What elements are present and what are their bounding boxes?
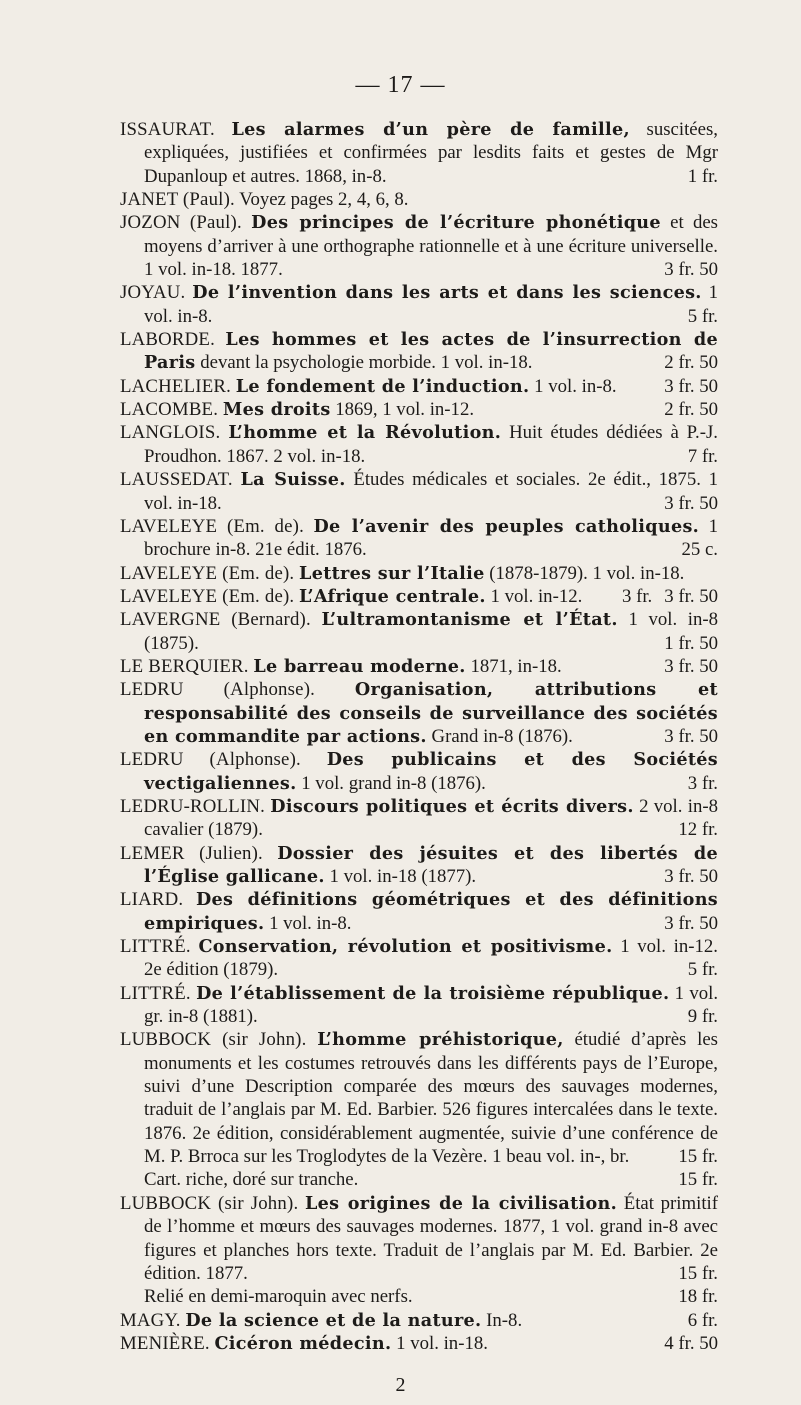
catalog-entry xyxy=(120,1332,718,1355)
entry-title: Lettres sur l’Italie xyxy=(299,562,485,584)
entry-price: 15 fr. xyxy=(678,1146,718,1168)
catalog-entry xyxy=(120,328,718,375)
entry-title: Le barreau moderne. xyxy=(253,655,466,677)
entry-price: 7 fr. xyxy=(687,445,718,467)
catalog-list xyxy=(120,118,718,1355)
catalog-entry xyxy=(120,188,718,211)
entry-details: 1 vol. in-8. xyxy=(534,375,617,397)
entry-author: LAVELEYE (Em. de). xyxy=(120,515,304,537)
entry-price: 3 fr. xyxy=(687,772,718,794)
entry-title: La Suisse. xyxy=(240,469,346,491)
entry-details: 2 vol. in-8 cavalier (1879). xyxy=(144,795,718,841)
entry-details: devant la psychologie morbide. 1 vol. in-18. xyxy=(200,352,533,374)
entry-title: L’homme préhistorique, xyxy=(317,1029,564,1051)
entry-details: Études médicales et sociales. 2e édit., 1875. 1 vol. in-18. xyxy=(144,469,718,514)
catalog-entry xyxy=(120,1192,718,1285)
entry-details: 1 vol. in-12. xyxy=(490,585,583,607)
entry-author: LANGLOIS. xyxy=(120,422,221,444)
entry-price: 1 fr. 50 xyxy=(664,632,718,654)
catalog-entry xyxy=(120,795,718,842)
catalog-entry xyxy=(120,515,718,562)
entry-title: Cicéron médecin. xyxy=(214,1332,392,1354)
entry-price: 4 fr. 50 xyxy=(664,1332,718,1354)
entry-title: Discours politiques et écrits divers. xyxy=(270,795,634,817)
variant-price: 15 fr. xyxy=(678,1169,718,1191)
entry-title: Mes droits xyxy=(222,399,331,421)
entry-price: 3 fr. xyxy=(622,585,653,607)
entry-title: Organisation, attributions et responsabilité des conseils de surveillance des sociétés en commandite par actions. xyxy=(144,679,718,747)
catalog-entry-variant xyxy=(120,1285,718,1308)
entry-author: LAUSSEDAT. xyxy=(120,469,233,491)
entry-author: LEDRU (Alphonse). xyxy=(120,679,316,701)
entry-author: ISSAURAT. xyxy=(120,119,215,140)
entry-author: LEDRU-ROLLIN. xyxy=(120,795,265,817)
entry-details: étudié d’après les monuments et les costumes retrouvés dans les différents pays de l’Europe, suivi d’une Description comparée des mœurs des sauvages modernes, traduit de l’anglais par M. Ed. Barbier. 526 figures intercalées dans le texte. 1876. 2e édition, considérablement augmentée, suivie d’une conférence de M. P. Brroca sur les Troglodytes de la Vezère. 1 beau vol. in-, br. xyxy=(144,1029,718,1168)
entry-title: L’ultramontanisme et l’État. xyxy=(321,609,618,631)
entry-details: 1 vol. in-8. xyxy=(269,912,352,934)
sheet-signature: 2 xyxy=(395,1374,406,1396)
entry-author: MAGY. xyxy=(120,1309,181,1331)
entry-details: 1 vol. grand in-8 (1876). xyxy=(301,772,486,794)
entry-title: Des définitions géométriques et des définitions empiriques. xyxy=(144,889,719,934)
entry-title: Les hommes et les actes de l’insurrection de Paris xyxy=(144,329,718,374)
entry-price: 2 fr. 50 xyxy=(664,399,718,421)
entry-details: 1 vol. gr. in-8 (1881). xyxy=(144,982,719,1028)
entry-details: 1 vol. in-18 (1877). xyxy=(329,866,477,887)
entry-price: 3 fr. 50 xyxy=(664,655,718,677)
entry-details: suscitées, expliquées, justifiées et confirmées par lesdits faits et gestes de Mgr Dupanloup et autres. 1868, in-8. xyxy=(144,119,718,187)
entry-details: Grand in-8 (1876). xyxy=(431,725,573,747)
entry-author: LIARD. xyxy=(120,889,184,911)
entry-price: 5 fr. xyxy=(687,305,718,327)
entry-title: Des publicains et des Sociétés vectigaliennes. xyxy=(144,749,718,794)
entry-details: (1878-1879). 1 vol. in-18. xyxy=(489,562,685,584)
entry-price: 3 fr. 50 xyxy=(664,492,718,514)
entry-price: 3 fr. 50 xyxy=(664,585,718,607)
variant-text: Relié en demi-maroquin avec nerfs. xyxy=(144,1286,413,1308)
entry-price: 9 fr. xyxy=(687,1006,718,1028)
entry-price: 3 fr. 50 xyxy=(664,375,718,397)
entry-title: L’homme et la Révolution. xyxy=(228,422,502,444)
entry-author: LE BERQUIER. xyxy=(120,655,249,677)
entry-title: Les alarmes d’un père de famille, xyxy=(231,119,630,140)
entry-price: 6 fr. xyxy=(687,1309,718,1331)
entry-author: LAVERGNE (Bernard). xyxy=(120,609,311,631)
catalog-entry xyxy=(120,398,718,421)
entry-price: 2 fr. 50 xyxy=(664,352,718,374)
catalog-entry xyxy=(120,935,718,982)
entry-details: In-8. xyxy=(486,1309,523,1331)
catalog-entry xyxy=(120,678,718,748)
entry-author: LITTRÉ. xyxy=(120,982,191,1004)
entry-price: 1 fr. xyxy=(687,165,718,187)
entry-author: LUBBOCK (sir John). xyxy=(120,1192,299,1214)
catalog-entry xyxy=(120,748,718,795)
catalog-entry xyxy=(120,982,718,1029)
entry-author: JOZON (Paul). xyxy=(120,212,242,234)
entry-title: Des principes de l’écriture phonétique xyxy=(251,212,661,234)
catalog-entry xyxy=(120,888,718,935)
entry-title: Conservation, révolution et positivisme. xyxy=(198,936,613,958)
entry-price: 3 fr. 50 xyxy=(664,259,718,281)
catalog-entry xyxy=(120,211,718,281)
catalog-entry xyxy=(120,655,718,678)
entry-author: MENIÈRE. xyxy=(120,1332,210,1354)
catalog-entry xyxy=(120,842,718,889)
page-number: — 17 — xyxy=(355,72,446,98)
entry-title: L’Afrique centrale. xyxy=(299,585,486,607)
variant-text: Cart. riche, doré sur tranche. xyxy=(144,1169,359,1191)
entry-author: LITTRÉ. xyxy=(120,936,191,958)
entry-details: Huit études dédiées à P.-J. Proudhon. 1867. 2 vol. in-18. xyxy=(144,422,719,467)
entry-author: JOYAU. xyxy=(120,282,186,304)
entry-author: LABORDE. xyxy=(120,329,215,351)
entry-title: De la science et de la nature. xyxy=(185,1309,482,1331)
catalog-entry xyxy=(120,585,718,608)
entry-title: De l’avenir des peuples catholiques. xyxy=(313,515,700,537)
entry-author: JANET (Paul). xyxy=(120,189,235,211)
entry-title: De l’établissement de la troisième république. xyxy=(196,982,670,1004)
entry-details: 1869, 1 vol. in-12. xyxy=(335,399,475,421)
entry-author: LUBBOCK (sir John). xyxy=(120,1029,307,1051)
entry-author: LEDRU (Alphonse). xyxy=(120,749,301,771)
entry-details: 1 vol. in-8. xyxy=(144,282,718,327)
entry-details: 1871, in-18. xyxy=(470,655,562,677)
entry-author: LAVELEYE (Em. de). xyxy=(120,562,295,584)
entry-title: Le fondement de l’induction. xyxy=(235,375,530,397)
entry-details: État primitif de l’homme et mœurs des sauvages modernes. 1877, 1 vol. grand in-8 avec figures et planches hors texte. Traduit de l’anglais par M. Ed. Barbier. 2e édition. 1877. xyxy=(144,1192,719,1284)
entry-price: 3 fr. 50 xyxy=(664,725,718,747)
catalog-entry xyxy=(120,608,718,655)
entry-price: 15 fr. xyxy=(678,1262,718,1284)
catalog-entry xyxy=(120,118,718,188)
entry-details: 1 vol. in-8 (1875). xyxy=(144,609,719,654)
entry-author: LAVELEYE (Em. de). xyxy=(120,585,295,607)
entry-title: De l’invention dans les arts et dans les sciences. xyxy=(192,282,702,304)
catalog-entry xyxy=(120,468,718,515)
entry-price: 12 fr. xyxy=(678,819,718,841)
entry-title: Dossier des jésuites et des libertés de l’Église gallicane. xyxy=(144,842,719,887)
entry-details: 1 brochure in-8. 21e édit. 1876. xyxy=(144,515,718,561)
entry-details: Voyez pages 2, 4, 6, 8. xyxy=(239,189,409,211)
entry-price: 3 fr. 50 xyxy=(664,912,718,934)
entry-author: LACHELIER. xyxy=(120,375,232,397)
entry-details: et des moyens d’arriver à une orthographe rationnelle et à une écriture universelle. 1 vol. in-18. 1877. xyxy=(144,212,718,281)
entry-price: 5 fr. xyxy=(687,959,718,981)
variant-price: 18 fr. xyxy=(678,1286,718,1308)
entry-details: 1 vol. in-12. 2e édition (1879). xyxy=(144,936,718,981)
catalog-entry xyxy=(120,281,718,328)
entry-title: Les origines de la civilisation. xyxy=(305,1192,618,1214)
catalog-entry xyxy=(120,1309,718,1332)
entry-price: 25 c. xyxy=(681,539,718,561)
entry-author: LACOMBE. xyxy=(120,399,219,421)
entry-price: 3 fr. 50 xyxy=(664,866,718,887)
catalog-entry-variant xyxy=(120,1168,718,1191)
catalog-entry xyxy=(120,375,718,398)
entry-details: 1 vol. in-18. xyxy=(396,1332,488,1354)
entry-author: LEMER (Julien). xyxy=(120,842,263,864)
catalog-entry xyxy=(120,421,718,468)
catalog-entry xyxy=(120,1028,718,1168)
